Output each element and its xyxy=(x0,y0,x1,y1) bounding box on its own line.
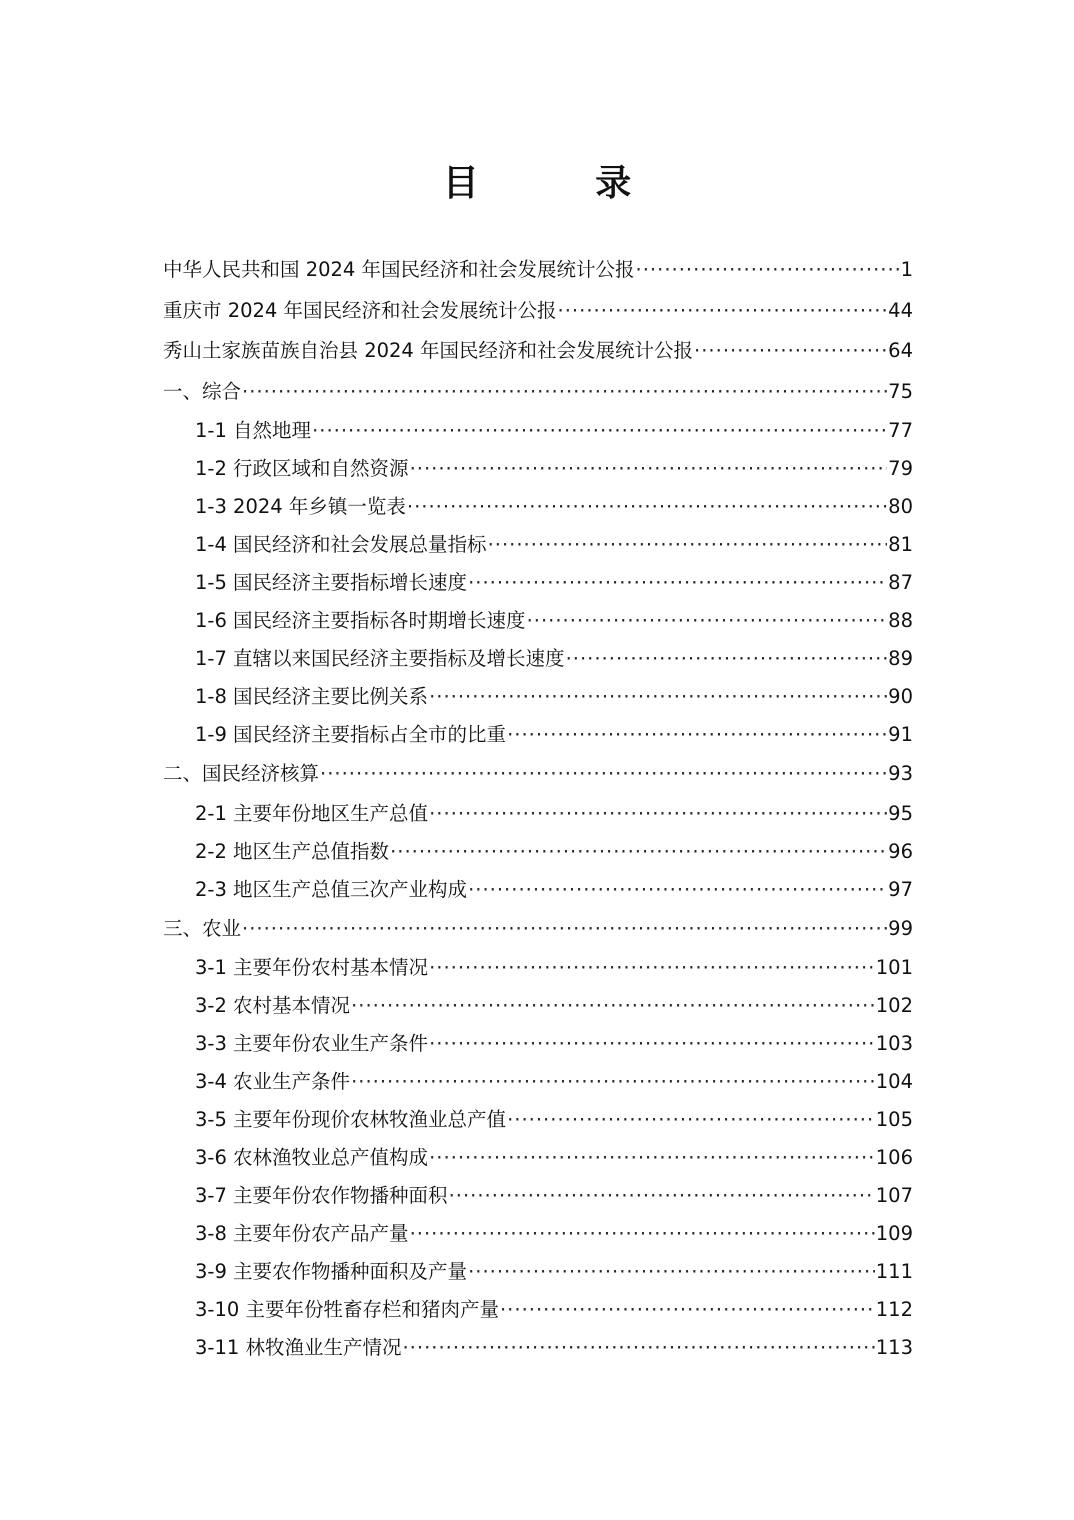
toc-entry-label: 一、综合 xyxy=(163,379,242,403)
toc-entry-label: 3-10 主要年份牲畜存栏和猪肉产量 xyxy=(195,1298,499,1321)
toc-section-entry[interactable] xyxy=(163,291,913,332)
dot-leader xyxy=(468,871,887,909)
toc-entry-label: 3-1 主要年份农村基本情况 xyxy=(195,956,429,979)
toc-subentry[interactable] xyxy=(163,678,913,716)
toc-subentry[interactable] xyxy=(163,1139,913,1177)
dot-leader xyxy=(242,909,887,950)
dot-leader xyxy=(507,716,887,754)
dot-leader xyxy=(410,450,888,488)
toc-subentry[interactable] xyxy=(163,1025,913,1063)
dot-leader xyxy=(566,640,888,678)
toc-subentry[interactable] xyxy=(163,412,913,450)
dot-leader xyxy=(429,949,875,987)
toc-entry-label: 3-3 主要年份农业生产条件 xyxy=(195,1032,429,1055)
dot-leader xyxy=(402,1329,874,1367)
dot-leader xyxy=(320,754,887,795)
dot-leader xyxy=(242,372,887,413)
dot-leader xyxy=(468,564,887,602)
toc-page-number: 104 xyxy=(875,1070,913,1093)
toc-page-number: 93 xyxy=(888,762,913,785)
toc-page-number: 80 xyxy=(888,495,913,518)
toc-page-number: 77 xyxy=(888,419,913,442)
toc-entry-label: 2-1 主要年份地区生产总值 xyxy=(195,801,429,825)
toc-page-number: 1 xyxy=(900,258,913,281)
toc-page-number: 113 xyxy=(875,1336,913,1359)
toc-subentry[interactable] xyxy=(163,1063,913,1101)
toc-page-number: 111 xyxy=(875,1260,913,1283)
dot-leader xyxy=(500,1291,875,1329)
toc-subentry[interactable] xyxy=(163,871,913,909)
toc-page-number: 107 xyxy=(875,1184,913,1207)
toc-entry-label: 中华人民共和国 2024 年国民经济和社会发展统计公报 xyxy=(163,258,635,281)
toc-entry-label: 2-2 地区生产总值指数 xyxy=(195,839,390,863)
toc-page-number: 101 xyxy=(875,956,913,979)
toc-entry-label: 1-5 国民经济主要指标增长速度 xyxy=(195,571,468,594)
toc-section-entry[interactable] xyxy=(163,331,913,372)
toc-entry-label: 1-3 2024 年乡镇一览表 xyxy=(195,495,406,518)
toc-subentry[interactable] xyxy=(163,1215,913,1253)
toc-page-number: 88 xyxy=(888,609,913,632)
toc-subentry[interactable] xyxy=(163,987,913,1025)
dot-leader xyxy=(410,1215,875,1253)
toc-subentry[interactable] xyxy=(163,833,913,871)
toc-page-number: 102 xyxy=(875,994,913,1017)
toc-subentry[interactable] xyxy=(163,949,913,987)
toc-entry-label: 3-8 主要年份农产品产量 xyxy=(195,1222,409,1245)
toc-page-number: 79 xyxy=(888,457,913,480)
toc-section-entry[interactable] xyxy=(163,250,913,291)
table-of-contents xyxy=(163,250,913,1367)
toc-entry-label: 3-7 主要年份农作物播种面积 xyxy=(195,1184,448,1207)
toc-entry-label: 2-3 地区生产总值三次产业构成 xyxy=(195,877,468,901)
toc-entry-label: 3-5 主要年份现价农林牧渔业总产值 xyxy=(195,1108,507,1131)
dot-leader xyxy=(429,1139,875,1177)
toc-entry-label: 1-9 国民经济主要指标占全市的比重 xyxy=(195,723,507,746)
toc-entry-label: 1-4 国民经济和社会发展总量指标 xyxy=(195,533,487,556)
toc-subentry[interactable] xyxy=(163,1253,913,1291)
toc-entry-label: 三、农业 xyxy=(163,916,242,940)
toc-entry-label: 3-6 农林渔牧业总产值构成 xyxy=(195,1146,429,1169)
dot-leader xyxy=(429,795,887,833)
toc-entry-label: 1-6 国民经济主要指标各时期增长速度 xyxy=(195,609,526,632)
toc-entry-label: 1-7 直辖以来国民经济主要指标及增长速度 xyxy=(195,647,565,670)
toc-subentry[interactable] xyxy=(163,488,913,526)
toc-entry-label: 3-2 农村基本情况 xyxy=(195,994,351,1017)
toc-entry-label: 3-11 林牧渔业生产情况 xyxy=(195,1336,402,1359)
page-title: 目 录 xyxy=(442,163,684,205)
dot-leader xyxy=(390,833,887,871)
toc-subentry[interactable] xyxy=(163,602,913,640)
toc-page-number: 81 xyxy=(888,533,913,556)
toc-page-number: 103 xyxy=(875,1032,913,1055)
dot-leader xyxy=(468,1253,875,1291)
toc-page-number: 89 xyxy=(888,647,913,670)
toc-page-number: 64 xyxy=(888,339,913,362)
toc-page-number: 87 xyxy=(888,571,913,594)
toc-entry-label: 3-4 农业生产条件 xyxy=(195,1070,351,1093)
toc-subentry[interactable] xyxy=(163,1177,913,1215)
toc-subentry[interactable] xyxy=(163,716,913,754)
dot-leader xyxy=(407,488,887,526)
toc-subentry[interactable] xyxy=(163,526,913,564)
dot-leader xyxy=(636,250,900,291)
toc-subentry[interactable] xyxy=(163,1101,913,1139)
toc-page-number: 105 xyxy=(875,1108,913,1131)
toc-subentry[interactable] xyxy=(163,795,913,833)
dot-leader xyxy=(527,602,888,640)
toc-subentry[interactable] xyxy=(163,450,913,488)
toc-section-entry[interactable] xyxy=(163,372,913,413)
toc-page-number: 96 xyxy=(888,839,913,863)
dot-leader xyxy=(694,331,887,372)
toc-page-number: 109 xyxy=(875,1222,913,1245)
toc-section-entry[interactable] xyxy=(163,754,913,795)
toc-section-entry[interactable] xyxy=(163,909,913,950)
dot-leader xyxy=(507,1101,875,1139)
toc-page-number: 99 xyxy=(888,916,913,940)
toc-entry-label: 1-8 国民经济主要比例关系 xyxy=(195,685,429,708)
dot-leader xyxy=(429,1025,875,1063)
toc-entry-label: 重庆市 2024 年国民经济和社会发展统计公报 xyxy=(163,298,557,322)
dot-leader xyxy=(449,1177,875,1215)
dot-leader xyxy=(312,412,887,450)
dot-leader xyxy=(558,291,888,332)
toc-entry-label: 秀山土家族苗族自治县 2024 年国民经济和社会发展统计公报 xyxy=(163,339,694,362)
toc-page-number: 44 xyxy=(888,298,913,322)
toc-page-number: 97 xyxy=(888,877,913,901)
dot-leader xyxy=(429,678,887,716)
toc-entry-label: 3-9 主要农作物播种面积及产量 xyxy=(195,1260,468,1283)
toc-entry-label: 1-2 行政区域和自然资源 xyxy=(195,457,409,480)
toc-subentry[interactable] xyxy=(163,1329,913,1367)
toc-subentry[interactable] xyxy=(163,1291,913,1329)
dot-leader xyxy=(488,526,888,564)
toc-page-number: 75 xyxy=(888,379,913,403)
toc-page-number: 95 xyxy=(888,801,913,825)
toc-entry-label: 二、国民经济核算 xyxy=(163,762,320,785)
toc-page-number: 90 xyxy=(888,685,913,708)
toc-page-number: 112 xyxy=(875,1298,913,1321)
dot-leader xyxy=(351,987,875,1025)
dot-leader xyxy=(351,1063,875,1101)
toc-subentry[interactable] xyxy=(163,564,913,602)
toc-entry-label: 1-1 自然地理 xyxy=(195,419,312,442)
toc-page-number: 91 xyxy=(888,723,913,746)
toc-page-number: 106 xyxy=(875,1146,913,1169)
toc-subentry[interactable] xyxy=(163,640,913,678)
